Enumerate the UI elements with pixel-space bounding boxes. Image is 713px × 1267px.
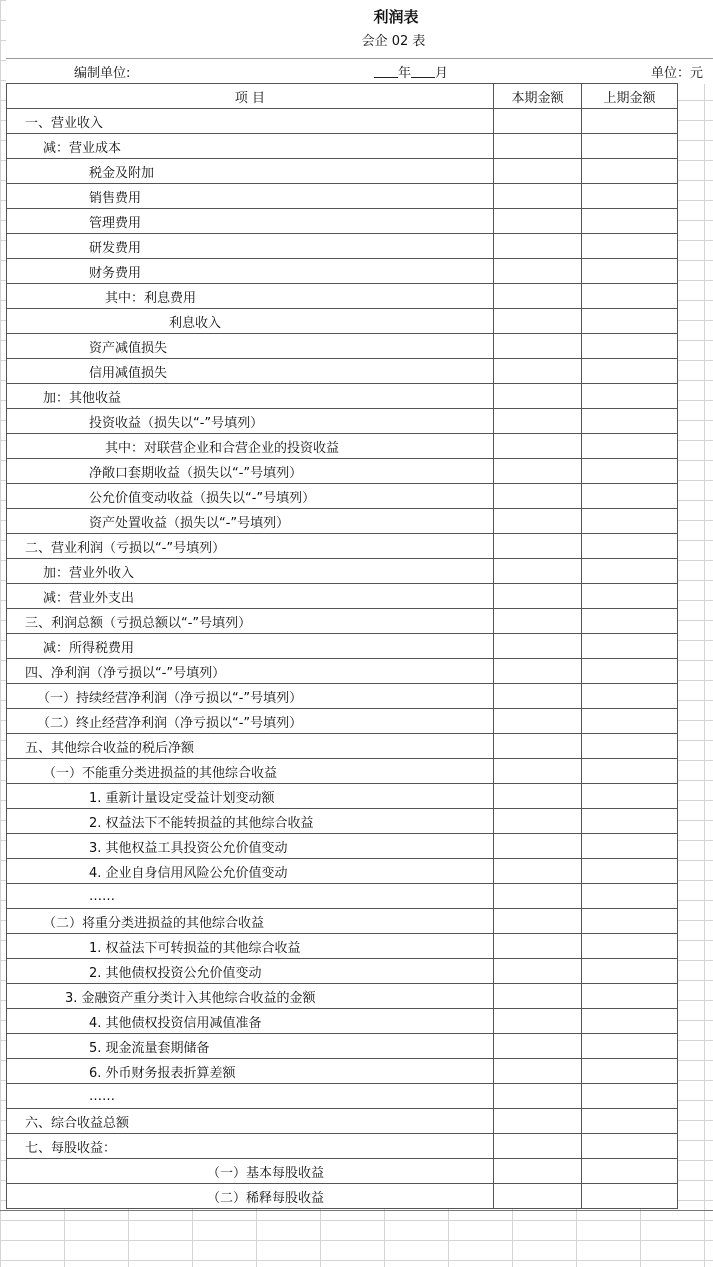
table-row [7, 259, 678, 284]
table-row [7, 609, 678, 634]
current-amount-cell[interactable] [494, 909, 582, 934]
row-label[interactable]: …… [7, 1084, 494, 1109]
previous-amount-cell[interactable] [582, 534, 678, 559]
month-label: 月 [435, 66, 449, 81]
month-blank[interactable] [411, 65, 435, 78]
current-amount-cell[interactable] [494, 609, 582, 634]
row-label[interactable]: 其中：对联营企业和合营企业的投资收益 [7, 434, 494, 459]
row-label[interactable]: 税金及附加 [7, 159, 494, 184]
current-amount-cell[interactable] [494, 1084, 582, 1109]
row-label[interactable]: 资产处置收益（损失以“-”号填列） [7, 509, 494, 534]
current-amount-cell[interactable] [494, 434, 582, 459]
current-amount-cell[interactable] [494, 234, 582, 259]
previous-amount-cell[interactable] [582, 1159, 678, 1184]
current-amount-cell[interactable] [494, 409, 582, 434]
report-code: 会企 02 表 [361, 34, 426, 49]
row-label[interactable]: 研发费用 [7, 234, 494, 259]
row-label[interactable]: 4. 企业自身信用风险公允价值变动 [7, 859, 494, 884]
row-label[interactable]: 三、利润总额（亏损总额以“-”号填列） [7, 609, 494, 634]
previous-amount-cell[interactable] [582, 259, 678, 284]
previous-amount-cell[interactable] [582, 859, 678, 884]
previous-amount-cell[interactable] [582, 934, 678, 959]
current-amount-cell[interactable] [494, 834, 582, 859]
current-amount-cell[interactable] [494, 109, 582, 134]
previous-amount-cell[interactable] [582, 884, 678, 909]
previous-amount-cell[interactable] [582, 309, 678, 334]
current-amount-cell[interactable] [494, 359, 582, 384]
current-amount-cell[interactable] [494, 384, 582, 409]
row-label[interactable]: 5. 现金流量套期储备 [7, 1034, 494, 1059]
table-row [7, 784, 678, 809]
table-row [7, 109, 678, 134]
table-row [7, 284, 678, 309]
table-row [7, 909, 678, 934]
previous-amount-cell[interactable] [582, 1084, 678, 1109]
row-label[interactable]: 6. 外币财务报表折算差额 [7, 1059, 494, 1084]
compiler-label: 编制单位: [74, 66, 131, 81]
previous-amount-cell[interactable] [582, 734, 678, 759]
previous-amount-cell[interactable] [582, 459, 678, 484]
current-amount-cell[interactable] [494, 284, 582, 309]
table-row [7, 634, 678, 659]
previous-amount-cell[interactable] [582, 409, 678, 434]
previous-amount-cell[interactable] [582, 234, 678, 259]
previous-amount-cell[interactable] [582, 284, 678, 309]
table-row [7, 434, 678, 459]
previous-amount-cell[interactable] [582, 484, 678, 509]
previous-amount-cell[interactable] [582, 1034, 678, 1059]
current-amount-cell[interactable] [494, 859, 582, 884]
current-amount-cell[interactable] [494, 809, 582, 834]
row-label[interactable]: 销售费用 [7, 184, 494, 209]
row-label[interactable]: 管理费用 [7, 209, 494, 234]
column-header-current: 本期金额 [494, 84, 582, 109]
year-label: 年 [398, 66, 412, 81]
table-header-row [7, 84, 678, 109]
row-label[interactable]: 1. 权益法下可转损益的其他综合收益 [7, 934, 494, 959]
current-amount-cell[interactable] [494, 159, 582, 184]
current-amount-cell[interactable] [494, 1159, 582, 1184]
row-label[interactable]: （二）稀释每股收益 [7, 1184, 494, 1209]
previous-amount-cell[interactable] [582, 434, 678, 459]
table-row [7, 534, 678, 559]
previous-amount-cell[interactable] [582, 1009, 678, 1034]
table-row [7, 559, 678, 584]
column-header-previous: 上期金额 [582, 84, 678, 109]
row-label[interactable]: 加：营业外收入 [7, 559, 494, 584]
previous-amount-cell[interactable] [582, 334, 678, 359]
row-label[interactable]: 减：营业外支出 [7, 584, 494, 609]
current-amount-cell[interactable] [494, 459, 582, 484]
row-label[interactable]: （一）持续经营净利润（净亏损以“-”号填列） [7, 684, 494, 709]
current-amount-cell[interactable] [494, 534, 582, 559]
previous-amount-cell[interactable] [582, 1134, 678, 1159]
table-row [7, 459, 678, 484]
previous-amount-cell[interactable] [582, 134, 678, 159]
current-amount-cell[interactable] [494, 584, 582, 609]
table-row [7, 1084, 678, 1109]
current-amount-cell[interactable] [494, 784, 582, 809]
previous-amount-cell[interactable] [582, 709, 678, 734]
report-title: 利润表 [373, 8, 419, 26]
current-amount-cell[interactable] [494, 634, 582, 659]
current-amount-cell[interactable] [494, 134, 582, 159]
previous-amount-cell[interactable] [582, 359, 678, 384]
row-label[interactable]: （一）基本每股收益 [7, 1159, 494, 1184]
table-row [7, 684, 678, 709]
previous-amount-cell[interactable] [582, 1184, 678, 1209]
current-amount-cell[interactable] [494, 709, 582, 734]
row-label[interactable]: （二）终止经营净利润（净亏损以“-”号填列） [7, 709, 494, 734]
current-amount-cell[interactable] [494, 1009, 582, 1034]
current-amount-cell[interactable] [494, 1184, 582, 1209]
current-amount-cell[interactable] [494, 959, 582, 984]
table-row [7, 334, 678, 359]
row-label[interactable]: 七、每股收益： [7, 1134, 494, 1159]
table-row [7, 1184, 678, 1209]
table-row [7, 484, 678, 509]
row-label[interactable]: 其中：利息费用 [7, 284, 494, 309]
table-row [7, 159, 678, 184]
table-row [7, 184, 678, 209]
report-header [6, 0, 713, 84]
table-body [7, 109, 678, 1209]
previous-amount-cell[interactable] [582, 834, 678, 859]
current-amount-cell[interactable] [494, 659, 582, 684]
table-row [7, 709, 678, 734]
table-row [7, 209, 678, 234]
table-row [7, 884, 678, 909]
previous-amount-cell[interactable] [582, 509, 678, 534]
row-label[interactable]: 1. 重新计量设定受益计划变动额 [7, 784, 494, 809]
table-row [7, 409, 678, 434]
table-row [7, 584, 678, 609]
table-row [7, 659, 678, 684]
current-amount-cell[interactable] [494, 259, 582, 284]
previous-amount-cell[interactable] [582, 1059, 678, 1084]
table-row [7, 359, 678, 384]
previous-amount-cell[interactable] [582, 584, 678, 609]
date-label [374, 62, 448, 81]
current-amount-cell[interactable] [494, 184, 582, 209]
table-row [7, 1059, 678, 1084]
table-row [7, 309, 678, 334]
row-label[interactable]: 4. 其他债权投资信用减值准备 [7, 1009, 494, 1034]
current-amount-cell[interactable] [494, 684, 582, 709]
current-amount-cell[interactable] [494, 1109, 582, 1134]
row-label[interactable]: 减：所得税费用 [7, 634, 494, 659]
table-row [7, 759, 678, 784]
year-blank[interactable] [374, 65, 398, 78]
previous-amount-cell[interactable] [582, 684, 678, 709]
table-row [7, 959, 678, 984]
row-label[interactable]: （二）将重分类进损益的其他综合收益 [7, 909, 494, 934]
row-label[interactable]: 财务费用 [7, 259, 494, 284]
row-label[interactable]: 二、营业利润（亏损以“-”号填列） [7, 534, 494, 559]
header-divider [6, 58, 713, 59]
table-row [7, 1109, 678, 1134]
previous-amount-cell[interactable] [582, 809, 678, 834]
table-row [7, 984, 678, 1009]
table-row [7, 734, 678, 759]
row-label[interactable]: 3. 其他权益工具投资公允价值变动 [7, 834, 494, 859]
current-amount-cell[interactable] [494, 559, 582, 584]
previous-amount-cell[interactable] [582, 609, 678, 634]
previous-amount-cell[interactable] [582, 209, 678, 234]
row-label[interactable]: 2. 其他债权投资公允价值变动 [7, 959, 494, 984]
row-label[interactable]: 一、营业收入 [7, 109, 494, 134]
previous-amount-cell[interactable] [582, 659, 678, 684]
table-row [7, 134, 678, 159]
row-label[interactable]: （一）不能重分类进损益的其他综合收益 [7, 759, 494, 784]
row-label[interactable]: 减：营业成本 [7, 134, 494, 159]
current-amount-cell[interactable] [494, 1134, 582, 1159]
current-amount-cell[interactable] [494, 334, 582, 359]
column-header-item: 项 目 [7, 84, 494, 109]
previous-amount-cell[interactable] [582, 984, 678, 1009]
previous-amount-cell[interactable] [582, 159, 678, 184]
row-label[interactable]: 四、净利润（净亏损以“-”号填列） [7, 659, 494, 684]
previous-amount-cell[interactable] [582, 559, 678, 584]
table-row [7, 1159, 678, 1184]
table-row [7, 1009, 678, 1034]
current-amount-cell[interactable] [494, 759, 582, 784]
row-label[interactable]: 五、其他综合收益的税后净额 [7, 734, 494, 759]
current-amount-cell[interactable] [494, 884, 582, 909]
table-row [7, 384, 678, 409]
row-label[interactable]: 投资收益（损失以“-”号填列） [7, 409, 494, 434]
current-amount-cell[interactable] [494, 309, 582, 334]
table-row [7, 859, 678, 884]
row-label[interactable]: 加：其他收益 [7, 384, 494, 409]
table-row [7, 1034, 678, 1059]
row-label[interactable]: …… [7, 884, 494, 909]
currency-unit: 单位：元 [650, 66, 703, 81]
sheet-bottom-border [0, 1210, 713, 1211]
previous-amount-cell[interactable] [582, 909, 678, 934]
previous-amount-cell[interactable] [582, 759, 678, 784]
current-amount-cell[interactable] [494, 984, 582, 1009]
income-statement-table [6, 83, 678, 1209]
row-label[interactable]: 3. 金融资产重分类计入其他综合收益的金额 [7, 984, 494, 1009]
table-row [7, 934, 678, 959]
current-amount-cell[interactable] [494, 934, 582, 959]
row-label[interactable]: 公允价值变动收益（损失以“-”号填列） [7, 484, 494, 509]
previous-amount-cell[interactable] [582, 634, 678, 659]
table-row [7, 834, 678, 859]
previous-amount-cell[interactable] [582, 109, 678, 134]
row-label[interactable]: 信用减值损失 [7, 359, 494, 384]
current-amount-cell[interactable] [494, 734, 582, 759]
table-row [7, 1134, 678, 1159]
row-label[interactable]: 净敞口套期收益（损失以“-”号填列） [7, 459, 494, 484]
previous-amount-cell[interactable] [582, 1109, 678, 1134]
row-label[interactable]: 2. 权益法下不能转损益的其他综合收益 [7, 809, 494, 834]
table-row [7, 234, 678, 259]
current-amount-cell[interactable] [494, 209, 582, 234]
row-label[interactable]: 资产减值损失 [7, 334, 494, 359]
current-amount-cell[interactable] [494, 509, 582, 534]
row-label[interactable]: 六、综合收益总额 [7, 1109, 494, 1134]
row-label[interactable]: 利息收入 [7, 309, 494, 334]
current-amount-cell[interactable] [494, 484, 582, 509]
table-row [7, 509, 678, 534]
previous-amount-cell[interactable] [582, 384, 678, 409]
previous-amount-cell[interactable] [582, 184, 678, 209]
previous-amount-cell[interactable] [582, 959, 678, 984]
current-amount-cell[interactable] [494, 1059, 582, 1084]
table-row [7, 809, 678, 834]
current-amount-cell[interactable] [494, 1034, 582, 1059]
previous-amount-cell[interactable] [582, 784, 678, 809]
